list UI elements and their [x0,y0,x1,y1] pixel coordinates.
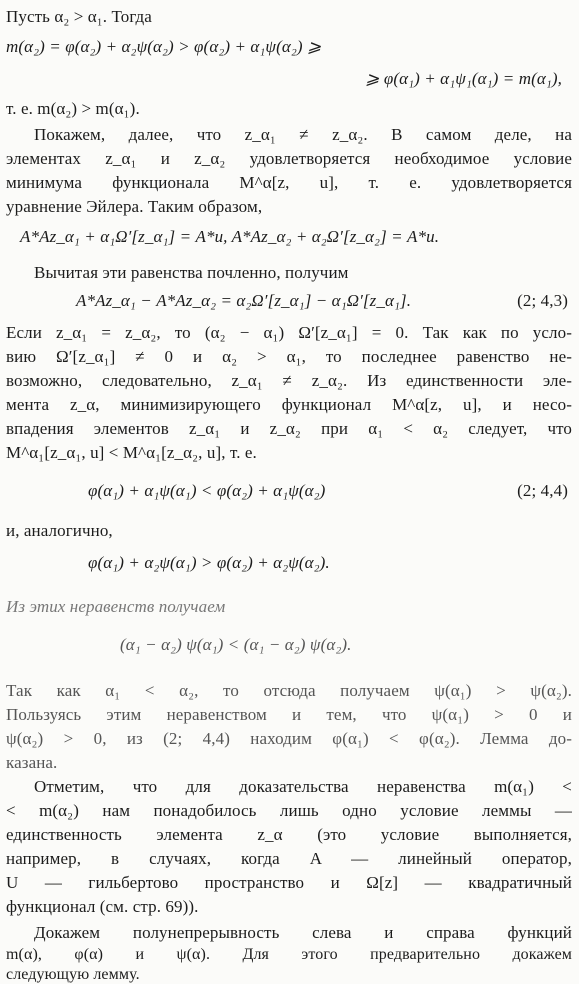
equation-line: φ(α₁) + α₁ψ(α₁) < φ(α₂) + α₁ψ(α₂) [88,481,326,500]
text-line: т. е. m(α₂) > m(α₁). [6,99,140,118]
text-line: < m(α₂) нам понадобилось лишь одно условие леммы — [6,801,572,820]
text-line: функционал (см. стр. 69)). [6,897,199,916]
text-line: Так как α₁ < α₂, то отсюда получаем ψ(α₁) > ψ(α₂). [6,681,572,700]
text-line: мента z_α, минимизирующего функционал M^α[z, u], и несо- [6,395,572,414]
text-line: и, аналогично, [6,521,113,540]
equation-line: (α₁ − α₂) ψ(α₁) < (α₁ − α₂) ψ(α₂). [120,635,352,654]
text-line: Покажем, далее, что z_α₁ ≠ z_α₂. В самом деле, на [34,125,572,144]
text-line: ψ(α₂) > 0, из (2; 4,4) находим φ(α₁) < φ(α₂). Лемма до- [6,729,572,748]
equation-line: A*Az_α₁ + α₁Ω′[z_α₁] = A*u, A*Az_α₂ + α₂Ω′[z_α₂] = A*u. [20,227,440,246]
text-line: возможно, следовательно, z_α₁ ≠ z_α₂. Из единственности эле- [6,371,572,390]
text-line: уравнение Эйлера. Таким образом, [6,197,263,216]
text-line: Если z_α₁ = z_α₂, то (α₂ − α₁) Ω′[z_α₁] = 0. Так как по усло- [6,323,572,342]
text-line: Пусть α₂ > α₁. Тогда [6,7,152,26]
text-line: Из этих неравенств получаем [6,597,226,616]
text-line: M^α₁[z_α₁, u] < M^α₁[z_α₂, u], т. е. [6,443,257,462]
equation-number: (2; 4,4) [517,481,568,500]
equation-line: A*Az_α₁ − A*Az_α₂ = α₂Ω′[z_α₁] − α₁Ω′[z_α₁]. [76,291,412,310]
equation-line: φ(α₁) + α₂ψ(α₁) > φ(α₂) + α₂ψ(α₂). [88,553,330,572]
text-line: m(α), φ(α) и ψ(α). Для этого предварительно докажем [6,946,572,963]
text-line: следующую лемму. [6,966,140,983]
text-line: элементах z_α₁ и z_α₂ удовлетворяется необходимое условие [6,149,572,168]
text-line: U — гильбертово пространство и Ω[z] — квадратичный [6,873,572,892]
text-line: Докажем полунепрерывность слева и справа функций [34,923,572,942]
equation-line: ⩾ φ(α₁) + α₁ψ₁(α₁) = m(α₁), [365,69,562,88]
equation-number: (2; 4,3) [517,291,568,310]
text-line: например, в случаях, когда A — линейный оператор, [6,849,572,868]
text-line: Пользуясь этим неравенством и тем, что ψ(α₁) > 0 и [6,705,572,724]
text-line: вию Ω′[z_α₁] ≠ 0 и α₂ > α₁, то последнее равенство не- [6,347,572,366]
text-line: минимума функционала M^α[z, u], т. е. удовлетворяется [6,173,572,192]
text-line: впадения элементов z_α₁ и z_α₂ при α₁ < α₂ следует, что [6,419,572,438]
equation-line: m(α₂) = φ(α₂) + α₂ψ(α₂) > φ(α₂) + α₁ψ(α₂) ⩾ [6,37,322,56]
text-line: казана. [6,753,58,772]
text-line: единственность элемента z_α (это условие выполняется, [6,825,572,844]
text-line: Вычитая эти равенства почленно, получим [34,263,349,282]
text-line: Отметим, что для доказательства неравенства m(α₁) < [34,777,572,796]
